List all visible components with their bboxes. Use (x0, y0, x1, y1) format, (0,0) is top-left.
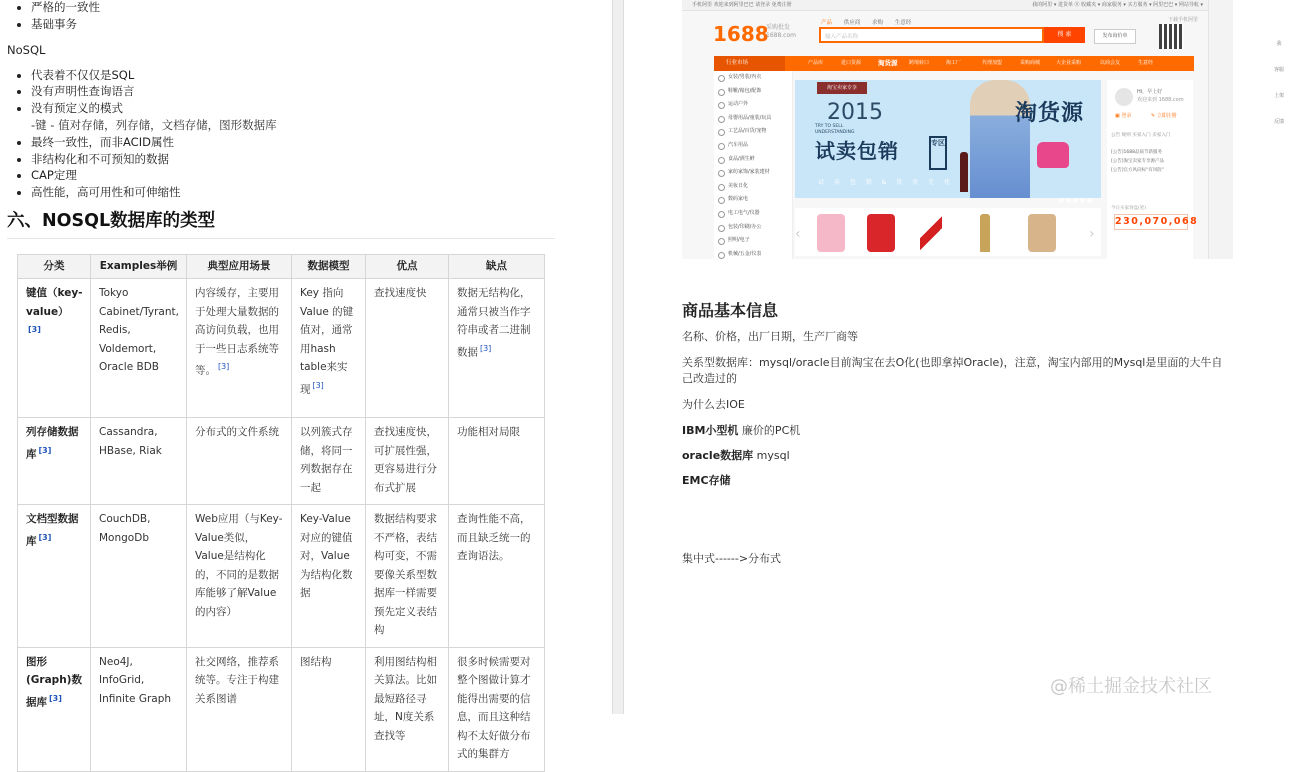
header-cell: 数据模型 (291, 255, 365, 279)
citation-link[interactable]: [3] (49, 693, 62, 703)
category-item[interactable]: 运动户外 (714, 98, 792, 112)
table-row (18, 279, 545, 418)
product-thumb[interactable] (920, 214, 942, 252)
welcome-text: 欢迎来到 1688.com (1137, 97, 1184, 103)
category-item[interactable]: 机械/五金/仪表 (714, 248, 792, 262)
table-cell: Neo4J, InfoGrid, Infinite Graph (91, 647, 187, 771)
list-item-text: 没有预定义的模式 (31, 101, 123, 116)
login-tabs[interactable]: 公告 规则 买家入门 卖家入门 (1111, 133, 1171, 138)
news-list (1111, 148, 1164, 175)
category-item[interactable]: 工艺品/百货/宠物 (714, 125, 792, 139)
register-label: 立即注册 (1156, 113, 1177, 119)
category-item[interactable]: 母婴用品/童装/玩具 (714, 112, 792, 126)
nav-item[interactable]: 大企业采购 (1056, 60, 1082, 66)
carousel-dots[interactable] (1057, 188, 1092, 207)
qr-code-icon (1159, 24, 1184, 49)
list-item-sub: -键 - 值对存储，列存储，文档存储，图形数据库 (31, 117, 277, 132)
banner-title-2: 试卖包销 (815, 139, 899, 163)
toolbar-item[interactable]: 客服 (1273, 67, 1284, 73)
category-item[interactable]: 汽车用品 (714, 139, 792, 153)
avatar (1115, 88, 1133, 106)
paragraph: 名称、价格，出厂日期，生产厂商等 (682, 330, 858, 343)
list-item: • 高性能，高可用性和可伸缩性 (31, 184, 612, 201)
table-cell: 很多时候需要对整个图做计算才能得出需要的信息，而且这种结构不太好做分布式的集群方 (448, 647, 544, 771)
cell-text: 数据无结构化，通常只被当作字符串或者二进制数据 (456, 287, 531, 358)
login-panel (1107, 80, 1193, 259)
nav-item[interactable]: 淘工厂 (946, 60, 962, 66)
bold-text: EMC存储 (682, 474, 731, 487)
table-cell (18, 505, 91, 648)
topbar-right-text: 我的阿里 ▾ 进货单 ⓪ 收藏夹 ▾ 商家服务 ▾ 买方服务 ▾ 阿里巴巴 ▾ 网站导航 ▾ (1032, 2, 1203, 8)
paragraph (682, 448, 1232, 464)
toolbar-item[interactable]: 反馈 (1273, 119, 1284, 125)
site-logo: 1688 (713, 22, 769, 46)
site-logo-sub: 采购批发 1688.com (766, 24, 796, 39)
nav-item[interactable]: 进口货源 (841, 60, 862, 66)
pane-divider[interactable] (612, 0, 624, 714)
paragraph (682, 423, 1232, 439)
paragraph-text: 廉价的PC机 (738, 424, 801, 437)
table-cell: 分布式的文件系统 (186, 418, 291, 505)
nav-item[interactable]: 以商会友 (1100, 60, 1121, 66)
section-heading: 商品基本信息 (682, 301, 779, 320)
table-cell: 查询性能不高，而且缺乏统一的查询语法。 (448, 505, 544, 648)
right-document-pane (624, 0, 1284, 714)
news-item[interactable]: [公告]淘宝卖家专享源产品 (1111, 159, 1165, 164)
counter-label: 今日买家询盘(笔) (1111, 206, 1147, 211)
screenshot-1688 (682, 0, 1284, 259)
citation-link[interactable]: [3] (38, 532, 52, 542)
table-cell: 社交网络，推荐系统等。专注于构建关系图谱 (186, 647, 291, 771)
category-item[interactable]: 美妆日化 (714, 180, 792, 194)
paragraph: 关系型数据库：mysql/oracle目前淘宝在去O化(也即拿掉Oracle)，注意，淘宝内部用的Mysql是里面的大牛自己改造过的 (682, 356, 1223, 385)
table-cell: Cassandra, HBase, Riak (91, 418, 187, 505)
topbar-left-text: 手机阿里 欢迎来到阿里巴巴 请登录 免费注册 (692, 2, 792, 8)
search-input[interactable]: 输入产品名称 (819, 27, 1044, 43)
table-cell: 利用图结构相关算法。比如最短路径寻址，N度关系查找等 (365, 647, 448, 771)
table-row (18, 505, 545, 648)
paragraph: 为什么去IOE (682, 398, 745, 411)
toolbar-item[interactable]: 我 (1276, 41, 1282, 47)
citation-link[interactable]: [3] (312, 380, 324, 390)
search-tab[interactable]: 产品 (821, 20, 833, 26)
banner-subtitle: TRY TO SELL UNDERSTANDING (815, 124, 855, 135)
list-item: • 基础事务 (31, 16, 612, 33)
greeting: Hi，早上好 (1137, 89, 1163, 95)
list-item: • 代表着不仅仅是SQL (31, 67, 612, 84)
table-cell: 查找速度快，可扩展性强，更容易进行分布式扩展 (365, 418, 448, 505)
category-item[interactable]: 家纺家饰/家装建材 (714, 166, 792, 180)
cell-text: 键值（key-value） (26, 287, 83, 318)
cell-text: 内容缓存，主要用于处理大量数据的高访问负载，也用于一些日志系统等等。 (194, 287, 279, 377)
qr-label: 下载手机阿里 (1168, 17, 1199, 23)
banner-zone: 专区 (929, 136, 947, 170)
table-cell: Key-Value对应的键值对，Value为结构化数据 (291, 505, 365, 648)
product-thumb[interactable] (1028, 214, 1056, 252)
table-cell (291, 279, 365, 418)
cell-text: 文档型数据库 (26, 513, 79, 547)
product-thumb[interactable] (980, 214, 990, 252)
table-row (18, 647, 545, 771)
table-header-row (18, 255, 545, 279)
category-item[interactable]: 包装/印刷/办公 (714, 221, 792, 235)
news-item[interactable]: [公告]官方风向标“有风险” (1111, 168, 1165, 173)
category-sidebar (714, 71, 793, 259)
handbag-image (1037, 142, 1069, 168)
search-tab[interactable]: 求购 (872, 20, 884, 26)
list-item: • CAP定理 (31, 167, 612, 184)
toolbar-item[interactable]: 上架 (1273, 93, 1284, 99)
cell-text: 列存储数据库 (26, 426, 79, 460)
nav-item[interactable]: 代理加盟 (982, 60, 1003, 66)
citation-link[interactable]: [3] (38, 445, 52, 455)
login-label: 登录 (1121, 113, 1132, 119)
search-tab[interactable]: 生意经 (894, 20, 912, 26)
side-toolbar-menu (1267, 40, 1291, 144)
list-item: • 严格的一致性 (31, 0, 612, 16)
nosql-bullet-list (0, 67, 612, 201)
top-bullet-list (0, 0, 612, 33)
nosql-types-table (17, 254, 545, 772)
table-cell (18, 279, 91, 418)
search-tab[interactable]: 供应商 (843, 20, 861, 26)
banner-slogan: 试 卖 包 销 & 货 丧 无 忧 (818, 179, 954, 186)
nav-item[interactable]: 淘货源 (878, 59, 898, 67)
header-cell: 典型应用场景 (186, 255, 291, 279)
table-cell (18, 418, 91, 505)
nav-item[interactable]: 产品库 (808, 60, 824, 66)
side-toolbar (1208, 0, 1233, 259)
nav-category-menu[interactable]: 行业市场 (714, 56, 785, 71)
list-item (31, 100, 612, 134)
search-tabs (821, 18, 921, 26)
table-row (18, 418, 545, 505)
table-cell: 查找速度快 (365, 279, 448, 418)
paragraph (682, 473, 1232, 489)
category-item[interactable]: 数码家电 (714, 193, 792, 207)
header-cell: 优点 (365, 255, 448, 279)
nav-item[interactable]: 跨境转口 (909, 60, 930, 66)
list-item: • 没有声明性查询语言 (31, 83, 612, 100)
category-item[interactable]: 照明/电子 (714, 234, 792, 248)
left-document-pane (0, 0, 612, 760)
citation-link[interactable]: [3] (217, 362, 230, 371)
cell-text: 图形(Graph)数据库 (26, 655, 82, 708)
header-cell: Examples举例 (91, 255, 187, 279)
banner-year: 2015 (827, 100, 883, 125)
header-cell: 分类 (18, 255, 91, 279)
table-cell (448, 279, 544, 418)
banner-title: 淘货源 (1015, 101, 1085, 126)
section-title: 六、NOSQL数据库的类型 (7, 207, 555, 239)
paragraph-text: mysql (753, 449, 790, 462)
citation-link[interactable]: [3] (479, 343, 492, 353)
paragraph: 集中式------>分布式 (682, 552, 782, 565)
promo-banner[interactable] (795, 80, 1101, 198)
category-item[interactable]: 女装/男装/内衣 (714, 71, 792, 85)
cell-text: Key 指向 Value 的键值对，通常用hash table来实现 (299, 287, 354, 395)
table-cell (186, 279, 291, 418)
table-cell: Tokyo Cabinet/Tyrant, Redis, Voldemort, Oracle BDB (91, 279, 187, 418)
table-cell: Web应用（与Key-Value类似，Value是结构化的，不同的是数据库能够了解Value的内容） (186, 505, 291, 648)
table-cell: 功能相对局限 (448, 418, 544, 505)
citation-link[interactable]: [3] (28, 325, 41, 334)
list-item: • 非结构化和不可预知的数据 (31, 151, 612, 168)
nav-item[interactable]: 采购商城 (1020, 60, 1041, 66)
bold-text: oracle数据库 (682, 449, 754, 462)
product-strip (795, 208, 1101, 256)
chevron-right-icon[interactable]: › (1089, 226, 1095, 242)
category-item[interactable]: 食品/酒生鲜 (714, 153, 792, 167)
nav-item[interactable]: 生意经 (1138, 60, 1154, 66)
login-button[interactable]: ▣ 登录 (1115, 113, 1132, 119)
register-button[interactable]: ✎ 立即注册 (1151, 113, 1177, 119)
category-item[interactable]: 电工电气/仪器 (714, 207, 792, 221)
search-button[interactable]: 搜 索 (1044, 27, 1085, 43)
table-cell (18, 647, 91, 771)
banner-badge: 淘宝卖家专享 (817, 82, 867, 94)
category-item[interactable]: 鞋靴/箱包/配饰 (714, 85, 792, 99)
table-cell: 以列簇式存储，将同一列数据存在一起 (291, 418, 365, 505)
news-item[interactable]: [公告]1688品质节新服务 (1111, 150, 1162, 155)
table-cell: 图结构 (291, 647, 365, 771)
site-nav (714, 56, 1194, 71)
watermark: @稀土掘金技术社区 (1050, 676, 1212, 697)
list-item: • 最终一致性，而非ACID属性 (31, 134, 612, 151)
bold-text: IBM小型机 (682, 424, 739, 437)
chevron-left-icon[interactable]: ‹ (795, 226, 801, 242)
nosql-label: NoSQL (7, 42, 46, 57)
inquiry-counter: 230,070,068 (1114, 214, 1188, 230)
header-cell: 缺点 (448, 255, 544, 279)
product-thumb[interactable] (817, 214, 845, 252)
wine-bottle-image (960, 152, 968, 192)
publish-inquiry-button[interactable]: 发布询价单 (1094, 29, 1136, 44)
site-topbar (682, 0, 1233, 11)
table-cell: 数据结构要求不严格，表结构可变，不需要像关系型数据库一样需要预先定义表结构 (365, 505, 448, 648)
product-thumb[interactable] (867, 214, 895, 252)
table-cell: CouchDB, MongoDb (91, 505, 187, 648)
